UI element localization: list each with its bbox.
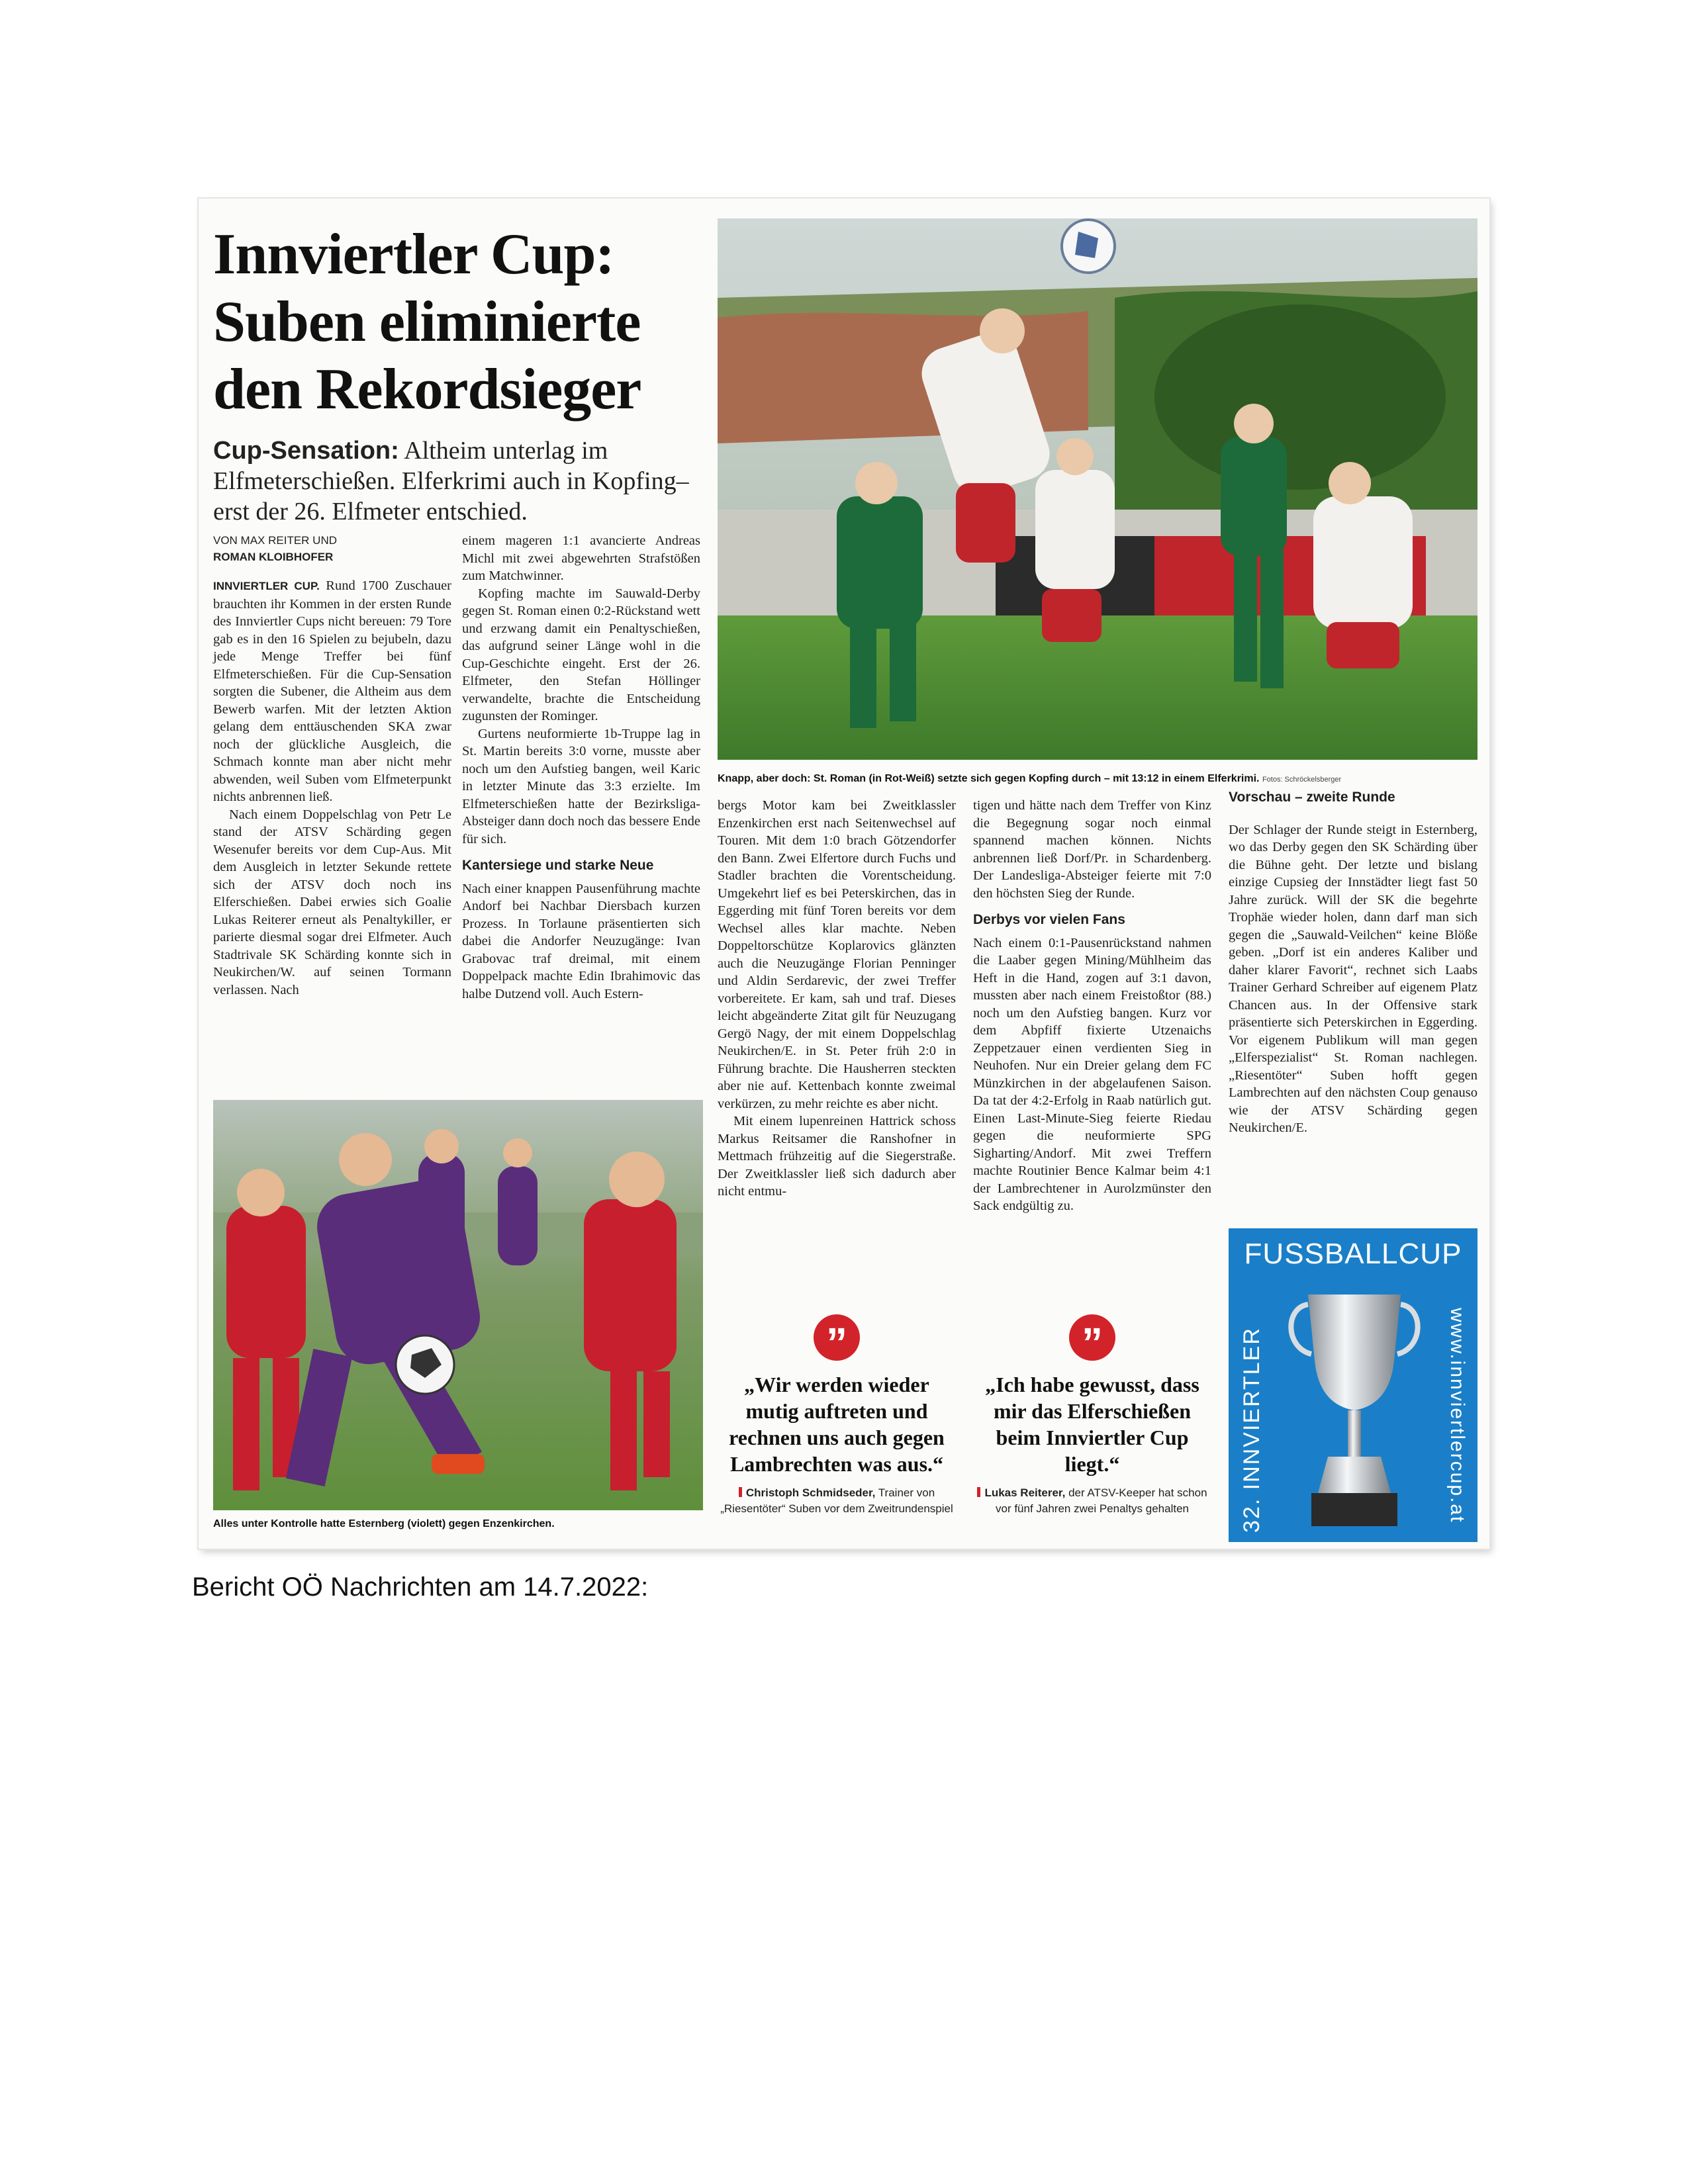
- headline-line-3: den Rekordsieger: [213, 357, 641, 422]
- quote-box-1: [718, 1314, 956, 1517]
- column-2-paragraph-3: Gurtens neuformierte 1b-Truppe lag in St. Martin bereits 3:0 vorne, musste aber noch um den Aufstieg bangen, weil Karic in letzter Minute das 3:3 erzielte. Im Elfmeterschießen hatte der Bezirksliga-Absteiger dann doch noch das bessere Ende für sich.: [462, 726, 700, 846]
- subheadline: [213, 435, 703, 527]
- article-column-3: [718, 797, 956, 1201]
- quote-mark-icon: ”: [1069, 1314, 1115, 1361]
- article-column-5: [1229, 789, 1477, 1137]
- quote-2-attribution: [973, 1485, 1211, 1517]
- attribution-bar-icon: [977, 1487, 980, 1497]
- byline-line-2: ROMAN KLOIBHOFER: [213, 551, 334, 563]
- column-1-paragraph-2: Nach einem Doppelschlag von Petr Le stand der ATSV Schärding gegen Wesenufer bereits vor dem Cup-Aus. Mit dem Ausgleich in letzter Sekunde rettete sich der ATSV doch noch ins Elferschießen. Dabei erwies sich Goalie Lukas Reiterer erneut als Penaltykiller, er parierte diesmal sogar drei Elfmeter. Auch Stadtrivale SK Schärding konnte sich in Neukirchen/W. auf seinen Tormann verlassen. Nach: [213, 807, 451, 997]
- photo-ball-control-caption: Alles unter Kontrolle hatte Esternberg (violett) gegen Enzenkirchen.: [213, 1518, 555, 1529]
- photo-credit: Fotos: Schröckelsberger: [1262, 776, 1342, 784]
- quote-1-name: Christoph Schmidseder,: [745, 1486, 876, 1499]
- column-3-paragraph-1: bergs Motor kam bei Zweitklassler Enzenkirchen erst nach Seitenwechsel auf Touren. Mit dem 1:0 brach Götzendorfer den Bann. Zwei Elfertore durch Fuchs und Stadler brachten die Vorentscheidung. Umgekehrt lief es bei Peterskirchen, das in Eggerding mit fünf Toren bereits vor dem Wechsel alles klar machte. Neben Doppeltorschütze Koplarovics glänzten auch die Neuzugänge Florian Penninger und Aldin Serdarevic, der zwei Treffer vorbereitete. Er kam, sah und traf. Dieses leicht abgeänderte Zitat gilt für Neuzugang Gergö Nagy, der mit einem Doppelschlag Neukirchen/E. in St. Peter früh 2:0 in Führung brachte. Die Hausherren steckten aber nie auf. Kettenbach konnte zweimal verkürzen, zu mehr reichte es aber nicht.: [718, 798, 956, 1111]
- ad-left-vertical-text: 32. INNVIERTLER: [1239, 1327, 1264, 1533]
- quote-1-attribution: [718, 1485, 956, 1517]
- headline-line-1: Innviertler Cup:: [213, 222, 614, 287]
- cup-advertisement: [1229, 1228, 1477, 1542]
- quote-1-text: „Wir werden wieder mutig auftreten und rechnen uns auch gegen Lambrechten was aus.“: [729, 1373, 945, 1476]
- ad-right-vertical-text: www.innviertlercup.at: [1446, 1308, 1468, 1524]
- headline: [213, 221, 703, 424]
- column-4-subheading: Derbys vor vielen Fans: [973, 912, 1125, 927]
- ad-title: FUSSBALLCUP: [1244, 1238, 1462, 1270]
- kicker: INNVIERTLER CUP.: [213, 580, 320, 592]
- quote-2-name: Lukas Reiterer,: [984, 1486, 1066, 1499]
- column-2-subheading: Kantersiege und starke Neue: [462, 858, 654, 873]
- photo-header-duel-caption: [718, 773, 1477, 785]
- article-column-1: [213, 577, 451, 999]
- column-2-paragraph-1: einem mageren 1:1 avancierte Andreas Michl mit zwei abgewehrten Strafstößen zum Matchwinner.: [462, 533, 700, 583]
- subhead-text: Altheim unterlag im Elfmeterschießen. Elferkrimi auch in Kopfing– erst der 26. Elfmeter entschied.: [213, 437, 689, 525]
- photo-ball-control: [213, 1100, 703, 1510]
- column-1-paragraph-1: [213, 577, 451, 806]
- photo-header-duel: [718, 218, 1477, 760]
- attribution-bar-icon: [739, 1487, 742, 1497]
- photo-header-duel-caption-text: Knapp, aber doch: St. Roman (in Rot-Weiß) setzte sich gegen Kopfing durch – mit 13:12 in einem Elferkrimi.: [718, 773, 1260, 784]
- photo-header-duel-image: [718, 218, 1477, 760]
- newspaper-clipping: [199, 199, 1489, 1549]
- quote-2-text: „Ich habe gewusst, dass mir das Elferschießen beim Innviertler Cup liegt.“: [985, 1373, 1199, 1476]
- footer-caption: Bericht OÖ Nachrichten am 14.7.2022:: [192, 1572, 649, 1602]
- quote-box-2: [973, 1314, 1211, 1517]
- column-2-paragraph-4: Nach einer knappen Pausenführung machte Andorf bei Nachbar Diersbach kurzen Prozess. In Torlaune präsentierten sich dabei die Andorfer Neuzugänge: Ivan Grabovac traf dreimal, mit einem Doppelpack machte Edin Ibrahimovic das halbe Dutzend voll. Auch Estern-: [462, 881, 700, 1001]
- article-column-2: [462, 532, 700, 1003]
- column-4-paragraph-1: tigen und hätte nach dem Treffer von Kinz die Begegnung sogar noch einmal spannend machen können. Nichts anbrennen ließ Dorf/Pr. in Schardenberg. Der Landesliga-Absteiger feierte mit 7:0 den höchsten Sieg der Runde.: [973, 798, 1211, 901]
- subhead-label: Cup-Sensation:: [213, 437, 399, 465]
- byline-line-1: VON MAX REITER UND: [213, 534, 338, 547]
- trophy-icon: [1282, 1281, 1427, 1533]
- photo-ball-control-image: [213, 1100, 703, 1510]
- byline: [213, 532, 451, 565]
- column-3-paragraph-2: Mit einem lupenreinen Hattrick schoss Markus Reitsamer die Ranshofner in Mettmach frühzeitig auf die Siegerstraße. Der Zweitklassler ließ sich dadurch aber nicht entmu-: [718, 1114, 956, 1199]
- column-5-subheading: Vorschau – zweite Runde: [1229, 790, 1395, 805]
- quote-1-role: Trainer von „Riesentöter“ Suben vor dem Zweitrundenspiel: [720, 1486, 953, 1515]
- column-5-paragraph-1: Der Schlager der Runde steigt in Esternberg, wo das Derby gegen den SK Schärding über die Bühne geht. Der letzte und bislang einzige Cupsieg der Innstädter liegt fast 50 Jahre zurück. Will der SK die begehrte Trophäe wieder holen, dann darf man sich gegen die „Sauwald-Veilchen“ keine Blöße geben. „Dorf ist ein anderes Kaliber und daher klarer Favorit“, rechnet sich Laabs Trainer Gerhard Schreiber auf eigenem Platz Chancen aus. In der Offensive stark präsentierte sich Peterskirchen in Eggerding. Vor eigenem Publikum will man gegen „Elferspezialist“ St. Roman nachlegen. „Riesentöter“ Suben hofft gegen Lambrechten auf den nächsten Coup genauso wie der ATSV Schärding gegen Neukirchen/E.: [1229, 822, 1477, 1135]
- column-1-paragraph-1-text: Rund 1700 Zuschauer brauchten ihr Kommen in der ersten Runde des Innviertler Cups nicht bereuen: 79 Tore gab es in den 16 Spielen zu bejubeln, dazu jede Menge Treffer bei fünf Elfmeterschießen. Für die Cup-Sensation sorgten die Subener, die Altheim aus dem Bewerb warfen. Mit der letzten Aktion gelang dem enttäuschenden SKA zwar noch der glückliche Ausgleich, die Schmach konnte man aber nicht mehr abwenden, weil Suben vom Elfmeterpunkt nichts anbrennen ließ.: [213, 578, 451, 804]
- article-column-4: [973, 797, 1211, 1215]
- headline-line-2: Suben eliminierte: [213, 290, 641, 354]
- quote-mark-icon: ”: [814, 1314, 860, 1361]
- quote-2-role: der ATSV-Keeper hat schon vor fünf Jahren zwei Penaltys gehalten: [995, 1486, 1207, 1515]
- column-4-paragraph-2: Nach einem 0:1-Pausenrückstand nahmen die Laaber gegen Mining/Mühlheim das Heft in die Hand, zogen auf 3:1 davon, mussten aber nach einem Freistoßtor (88.) noch um den Aufstieg bangen. Kurz vor dem Abpfiff fixierte Utzenaichs Zeppetzauer einen verdienten Sieg in Neuhofen. Nur ein Dreier gelang dem FC Münzkirchen in der abgelaufenen Saison. Da tat der 4:2-Erfolg in Raab natürlich gut. Einen Last-Minute-Sieg feierte Riedau gegen die neuformierte SPG Sigharting/Andorf. Mit zwei Treffern machte Routinier Bence Kalmar beim 4:1 der Lambrechtener in Aurolzmünster den Sack endgültig zu.: [973, 935, 1211, 1213]
- column-2-paragraph-2: Kopfing machte im Sauwald-Derby gegen St. Roman einen 0:2-Rückstand wett und erzwang damit ein Penaltyschießen, das aufgrund seiner Länge wohl in die Cup-Geschichte eingeht. Erst der 26. Elfmeter, den Stefan Höllinger verwandelte, brachte die Entscheidung zugunsten der Rominger.: [462, 586, 700, 723]
